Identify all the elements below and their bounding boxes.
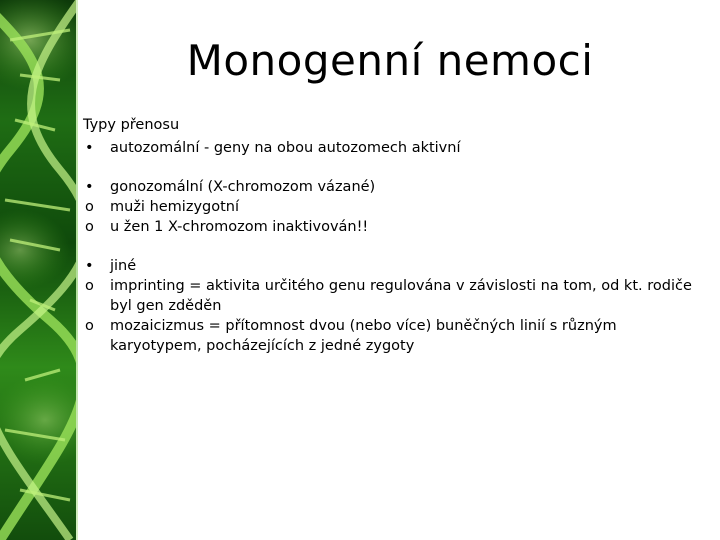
list-item bbox=[83, 177, 708, 197]
list-item bbox=[83, 316, 708, 356]
slide-content bbox=[83, 115, 708, 356]
list-item-text: imprinting = aktivita určitého genu regulována v závislosti na tom, od kt. rodiče byl gen zděděn bbox=[110, 278, 692, 314]
list-item bbox=[83, 256, 708, 276]
bullet-group-2 bbox=[83, 177, 708, 237]
list-item-text: jiné bbox=[110, 258, 137, 274]
sub-bullet-marker: o bbox=[85, 278, 94, 294]
bullet-marker: • bbox=[85, 140, 94, 156]
bullet-group-1 bbox=[83, 138, 708, 158]
list-item-text: mozaicizmus = přítomnost dvou (nebo více) buněčných linií s různým karyotypem, pocházejících z jedné zygoty bbox=[110, 318, 617, 354]
list-item bbox=[83, 276, 708, 316]
list-item-text: autozomální - geny na obou autozomech aktivní bbox=[110, 140, 461, 156]
sub-bullet-marker: o bbox=[85, 199, 94, 215]
dna-helix-icon bbox=[0, 0, 76, 540]
sub-bullet-marker: o bbox=[85, 219, 94, 235]
list-item-text: gonozomální (X-chromozom vázané) bbox=[110, 179, 376, 195]
dna-background-band bbox=[0, 0, 76, 540]
bullet-marker: • bbox=[85, 258, 94, 274]
content-heading: Typy přenosu bbox=[83, 117, 180, 133]
list-item bbox=[83, 217, 708, 237]
list-item bbox=[83, 138, 708, 158]
bullet-marker: • bbox=[85, 179, 94, 195]
list-item bbox=[83, 197, 708, 217]
sub-bullet-marker: o bbox=[85, 318, 94, 334]
list-item-text: muži hemizygotní bbox=[110, 199, 239, 215]
band-edge-divider bbox=[76, 0, 78, 540]
list-item-text: u žen 1 X-chromozom inaktivován!! bbox=[110, 219, 369, 235]
slide-title: Monogenní nemoci bbox=[186, 36, 594, 85]
bullet-group-3 bbox=[83, 256, 708, 356]
